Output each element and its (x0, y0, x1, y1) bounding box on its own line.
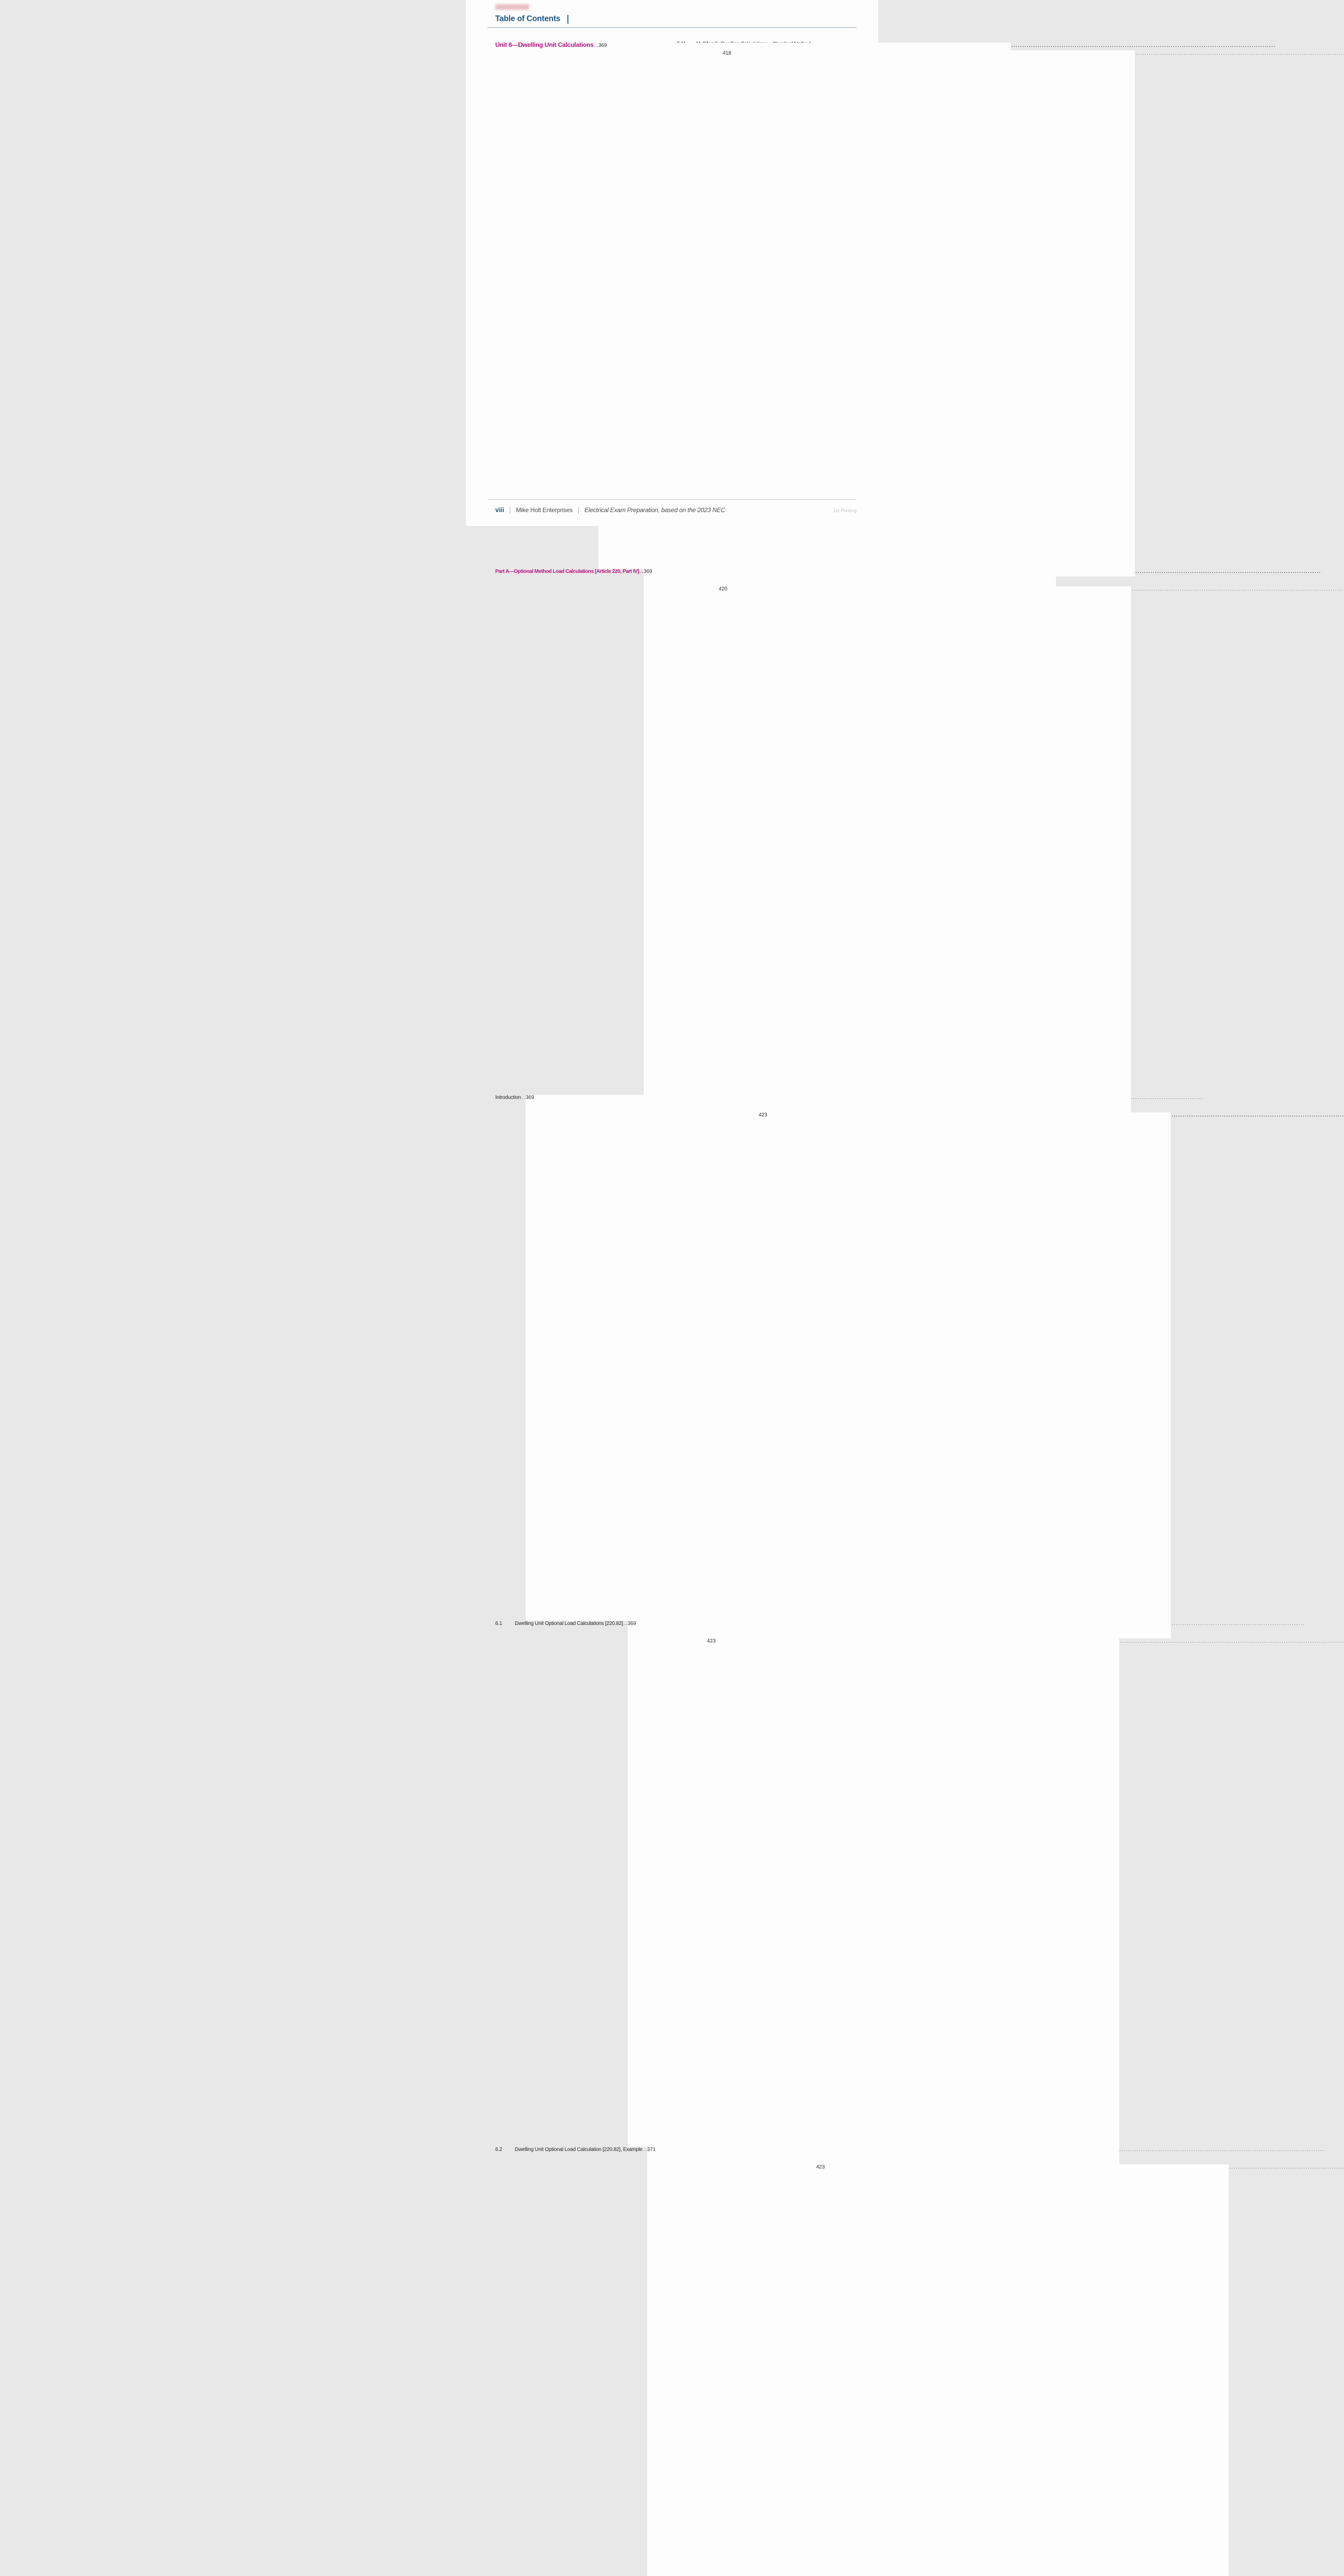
dot-leader (594, 41, 597, 48)
dot-leader (522, 1095, 525, 1100)
dot-leader (643, 2147, 646, 2153)
toc-body (466, 28, 878, 2576)
entry-page: 369 (526, 1095, 938, 1621)
folio-page-number: viii (495, 506, 505, 514)
toc-entry-row (495, 2147, 665, 2576)
entry-title: Dwelling Unit Optional Load Calculations [220.82] (515, 1621, 623, 1626)
footer-separator (578, 507, 579, 514)
footer-printing-note: 1st Printing (833, 508, 856, 513)
toc-entry-row (495, 41, 665, 569)
footer-left-group (488, 506, 725, 514)
toc-page (466, 0, 878, 2170)
entry-page: 423 (759, 1112, 1171, 1638)
entry-page: 420 (719, 586, 1131, 1112)
footer-publisher: Mike Holt Enterprises (516, 506, 573, 514)
entry-page: 369 (598, 43, 1011, 569)
toc-entry-row (495, 569, 665, 1095)
toc-entry-row (495, 1095, 665, 1621)
entry-page: 418 (723, 50, 1135, 577)
entry-page: 371 (647, 2147, 1060, 2576)
entry-page: 423 (707, 1638, 1119, 2164)
dot-leader (624, 1621, 627, 1626)
page-footer (488, 499, 856, 514)
toc-entry-row (495, 1621, 665, 2147)
page-title: Table of Contents (495, 14, 561, 23)
footer-book-title: Electrical Exam Preparation, based on the 2023 NEC (584, 506, 726, 514)
entry-title: Part A—Optional Method Load Calculations [Article 220, Part IV] (495, 569, 639, 574)
header-divider-bar (567, 15, 568, 24)
dot-leader (640, 569, 643, 574)
toc-column-left (495, 41, 665, 2576)
entry-title: Dwelling Unit Optional Load Calculation [220.82], Example (515, 2147, 643, 2153)
entry-page: 369 (628, 1621, 1040, 2147)
entry-number: 6.1 (495, 1621, 502, 1626)
entry-title: Unit 6—Dwelling Unit Calculations (495, 41, 594, 48)
entry-title: Introduction (495, 1095, 521, 1100)
entry-number: 6.2 (495, 2147, 502, 2153)
entry-page: 369 (644, 569, 1056, 1095)
scan-artifact (495, 4, 529, 10)
entry-page: 423 (816, 2164, 1229, 2576)
